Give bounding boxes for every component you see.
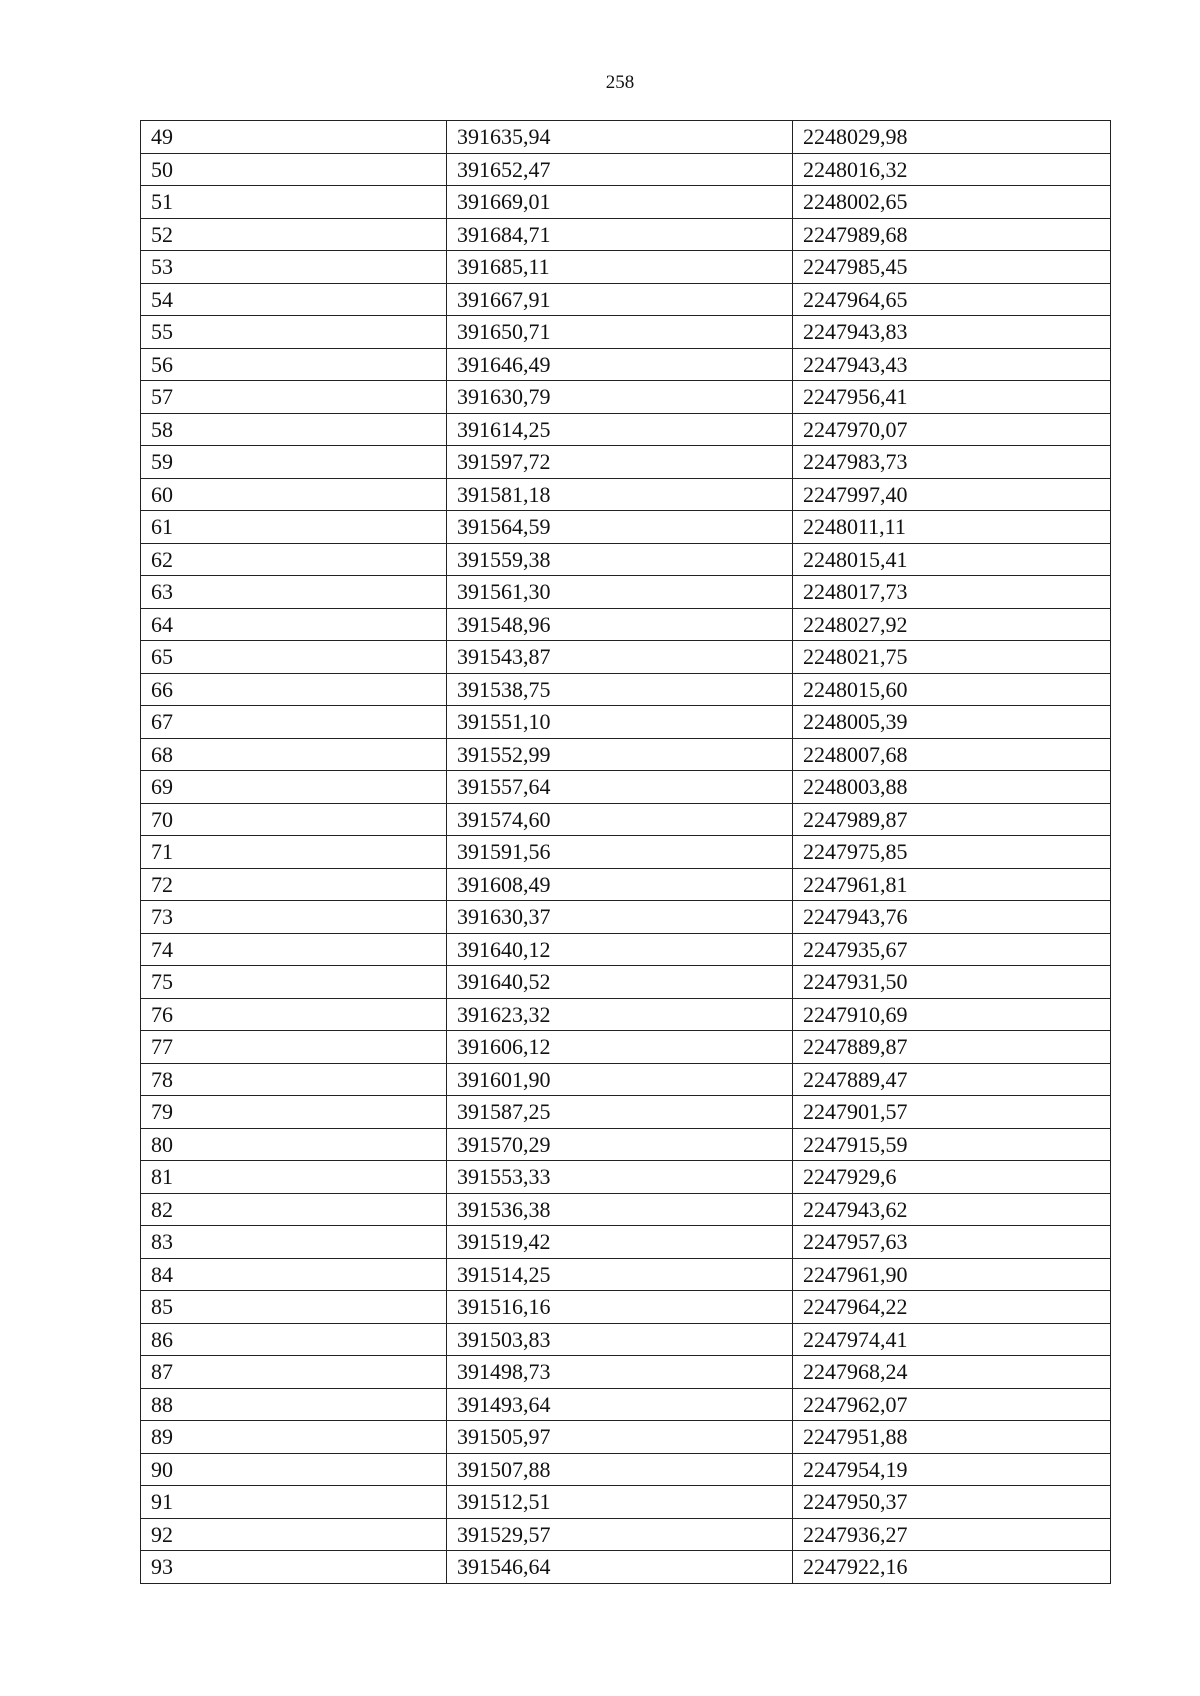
table-row bbox=[141, 933, 1111, 966]
table-row bbox=[141, 868, 1111, 901]
table-row bbox=[141, 446, 1111, 479]
y-coordinate-cell: 2248011,11 bbox=[793, 511, 1111, 544]
y-coordinate-cell: 2247922,16 bbox=[793, 1551, 1111, 1584]
coordinates-table-body bbox=[141, 121, 1111, 1584]
page-number: 258 bbox=[605, 72, 635, 93]
table-row bbox=[141, 673, 1111, 706]
table-row bbox=[141, 1226, 1111, 1259]
x-coordinate-cell: 391614,25 bbox=[447, 413, 793, 446]
point-number-cell: 90 bbox=[141, 1453, 447, 1486]
table-row bbox=[141, 381, 1111, 414]
x-coordinate-cell: 391543,87 bbox=[447, 641, 793, 674]
point-number-cell: 80 bbox=[141, 1128, 447, 1161]
y-coordinate-cell: 2248007,68 bbox=[793, 738, 1111, 771]
table-row bbox=[141, 1421, 1111, 1454]
table-row bbox=[141, 478, 1111, 511]
y-coordinate-cell: 2248021,75 bbox=[793, 641, 1111, 674]
point-number-cell: 85 bbox=[141, 1291, 447, 1324]
x-coordinate-cell: 391514,25 bbox=[447, 1258, 793, 1291]
table-row bbox=[141, 1551, 1111, 1584]
point-number-cell: 50 bbox=[141, 153, 447, 186]
point-number-cell: 49 bbox=[141, 121, 447, 154]
y-coordinate-cell: 2247985,45 bbox=[793, 251, 1111, 284]
x-coordinate-cell: 391561,30 bbox=[447, 576, 793, 609]
table-row bbox=[141, 771, 1111, 804]
x-coordinate-cell: 391570,29 bbox=[447, 1128, 793, 1161]
point-number-cell: 91 bbox=[141, 1486, 447, 1519]
point-number-cell: 70 bbox=[141, 803, 447, 836]
x-coordinate-cell: 391623,32 bbox=[447, 998, 793, 1031]
x-coordinate-cell: 391559,38 bbox=[447, 543, 793, 576]
x-coordinate-cell: 391529,57 bbox=[447, 1518, 793, 1551]
y-coordinate-cell: 2247983,73 bbox=[793, 446, 1111, 479]
table-row bbox=[141, 1453, 1111, 1486]
y-coordinate-cell: 2247935,67 bbox=[793, 933, 1111, 966]
x-coordinate-cell: 391581,18 bbox=[447, 478, 793, 511]
point-number-cell: 64 bbox=[141, 608, 447, 641]
x-coordinate-cell: 391591,56 bbox=[447, 836, 793, 869]
x-coordinate-cell: 391669,01 bbox=[447, 186, 793, 219]
point-number-cell: 67 bbox=[141, 706, 447, 739]
y-coordinate-cell: 2247943,76 bbox=[793, 901, 1111, 934]
y-coordinate-cell: 2247929,6 bbox=[793, 1161, 1111, 1194]
y-coordinate-cell: 2247970,07 bbox=[793, 413, 1111, 446]
table-row bbox=[141, 1128, 1111, 1161]
x-coordinate-cell: 391564,59 bbox=[447, 511, 793, 544]
point-number-cell: 78 bbox=[141, 1063, 447, 1096]
point-number-cell: 88 bbox=[141, 1388, 447, 1421]
point-number-cell: 66 bbox=[141, 673, 447, 706]
table-row bbox=[141, 1096, 1111, 1129]
table-row bbox=[141, 283, 1111, 316]
y-coordinate-cell: 2247901,57 bbox=[793, 1096, 1111, 1129]
table-row bbox=[141, 543, 1111, 576]
y-coordinate-cell: 2247968,24 bbox=[793, 1356, 1111, 1389]
x-coordinate-cell: 391552,99 bbox=[447, 738, 793, 771]
point-number-cell: 73 bbox=[141, 901, 447, 934]
point-number-cell: 86 bbox=[141, 1323, 447, 1356]
point-number-cell: 52 bbox=[141, 218, 447, 251]
table-row bbox=[141, 1063, 1111, 1096]
x-coordinate-cell: 391630,37 bbox=[447, 901, 793, 934]
x-coordinate-cell: 391519,42 bbox=[447, 1226, 793, 1259]
table-row bbox=[141, 413, 1111, 446]
y-coordinate-cell: 2247950,37 bbox=[793, 1486, 1111, 1519]
y-coordinate-cell: 2247957,63 bbox=[793, 1226, 1111, 1259]
x-coordinate-cell: 391635,94 bbox=[447, 121, 793, 154]
y-coordinate-cell: 2248029,98 bbox=[793, 121, 1111, 154]
point-number-cell: 87 bbox=[141, 1356, 447, 1389]
table-row bbox=[141, 738, 1111, 771]
y-coordinate-cell: 2248017,73 bbox=[793, 576, 1111, 609]
y-coordinate-cell: 2247989,68 bbox=[793, 218, 1111, 251]
table-row bbox=[141, 511, 1111, 544]
coordinates-table bbox=[140, 120, 1111, 1584]
y-coordinate-cell: 2247964,65 bbox=[793, 283, 1111, 316]
x-coordinate-cell: 391667,91 bbox=[447, 283, 793, 316]
point-number-cell: 69 bbox=[141, 771, 447, 804]
table-row bbox=[141, 836, 1111, 869]
x-coordinate-cell: 391538,75 bbox=[447, 673, 793, 706]
table-row bbox=[141, 1486, 1111, 1519]
table-row bbox=[141, 901, 1111, 934]
y-coordinate-cell: 2248015,60 bbox=[793, 673, 1111, 706]
point-number-cell: 62 bbox=[141, 543, 447, 576]
x-coordinate-cell: 391606,12 bbox=[447, 1031, 793, 1064]
x-coordinate-cell: 391551,10 bbox=[447, 706, 793, 739]
point-number-cell: 53 bbox=[141, 251, 447, 284]
x-coordinate-cell: 391557,64 bbox=[447, 771, 793, 804]
table-row bbox=[141, 803, 1111, 836]
point-number-cell: 79 bbox=[141, 1096, 447, 1129]
point-number-cell: 75 bbox=[141, 966, 447, 999]
x-coordinate-cell: 391652,47 bbox=[447, 153, 793, 186]
x-coordinate-cell: 391684,71 bbox=[447, 218, 793, 251]
table-row bbox=[141, 153, 1111, 186]
point-number-cell: 57 bbox=[141, 381, 447, 414]
x-coordinate-cell: 391650,71 bbox=[447, 316, 793, 349]
x-coordinate-cell: 391601,90 bbox=[447, 1063, 793, 1096]
table-row bbox=[141, 251, 1111, 284]
point-number-cell: 59 bbox=[141, 446, 447, 479]
point-number-cell: 71 bbox=[141, 836, 447, 869]
table-row bbox=[141, 1031, 1111, 1064]
table-row bbox=[141, 641, 1111, 674]
y-coordinate-cell: 2247936,27 bbox=[793, 1518, 1111, 1551]
x-coordinate-cell: 391685,11 bbox=[447, 251, 793, 284]
x-coordinate-cell: 391536,38 bbox=[447, 1193, 793, 1226]
y-coordinate-cell: 2247889,47 bbox=[793, 1063, 1111, 1096]
x-coordinate-cell: 391498,73 bbox=[447, 1356, 793, 1389]
table-row bbox=[141, 218, 1111, 251]
y-coordinate-cell: 2247931,50 bbox=[793, 966, 1111, 999]
x-coordinate-cell: 391516,16 bbox=[447, 1291, 793, 1324]
y-coordinate-cell: 2247956,41 bbox=[793, 381, 1111, 414]
x-coordinate-cell: 391493,64 bbox=[447, 1388, 793, 1421]
x-coordinate-cell: 391587,25 bbox=[447, 1096, 793, 1129]
point-number-cell: 77 bbox=[141, 1031, 447, 1064]
y-coordinate-cell: 2247975,85 bbox=[793, 836, 1111, 869]
y-coordinate-cell: 2247889,87 bbox=[793, 1031, 1111, 1064]
y-coordinate-cell: 2247961,90 bbox=[793, 1258, 1111, 1291]
point-number-cell: 74 bbox=[141, 933, 447, 966]
point-number-cell: 76 bbox=[141, 998, 447, 1031]
point-number-cell: 89 bbox=[141, 1421, 447, 1454]
y-coordinate-cell: 2247974,41 bbox=[793, 1323, 1111, 1356]
y-coordinate-cell: 2247915,59 bbox=[793, 1128, 1111, 1161]
point-number-cell: 82 bbox=[141, 1193, 447, 1226]
y-coordinate-cell: 2247951,88 bbox=[793, 1421, 1111, 1454]
point-number-cell: 93 bbox=[141, 1551, 447, 1584]
table-row bbox=[141, 1388, 1111, 1421]
x-coordinate-cell: 391574,60 bbox=[447, 803, 793, 836]
point-number-cell: 56 bbox=[141, 348, 447, 381]
x-coordinate-cell: 391608,49 bbox=[447, 868, 793, 901]
table-row bbox=[141, 348, 1111, 381]
y-coordinate-cell: 2248016,32 bbox=[793, 153, 1111, 186]
y-coordinate-cell: 2247943,83 bbox=[793, 316, 1111, 349]
x-coordinate-cell: 391640,52 bbox=[447, 966, 793, 999]
x-coordinate-cell: 391630,79 bbox=[447, 381, 793, 414]
y-coordinate-cell: 2247962,07 bbox=[793, 1388, 1111, 1421]
table-row bbox=[141, 576, 1111, 609]
x-coordinate-cell: 391646,49 bbox=[447, 348, 793, 381]
table-row bbox=[141, 121, 1111, 154]
point-number-cell: 92 bbox=[141, 1518, 447, 1551]
y-coordinate-cell: 2247910,69 bbox=[793, 998, 1111, 1031]
point-number-cell: 84 bbox=[141, 1258, 447, 1291]
x-coordinate-cell: 391546,64 bbox=[447, 1551, 793, 1584]
y-coordinate-cell: 2247989,87 bbox=[793, 803, 1111, 836]
y-coordinate-cell: 2247943,62 bbox=[793, 1193, 1111, 1226]
x-coordinate-cell: 391512,51 bbox=[447, 1486, 793, 1519]
point-number-cell: 63 bbox=[141, 576, 447, 609]
y-coordinate-cell: 2248003,88 bbox=[793, 771, 1111, 804]
table-row bbox=[141, 316, 1111, 349]
table-row bbox=[141, 1323, 1111, 1356]
table-row bbox=[141, 1518, 1111, 1551]
x-coordinate-cell: 391507,88 bbox=[447, 1453, 793, 1486]
point-number-cell: 65 bbox=[141, 641, 447, 674]
point-number-cell: 58 bbox=[141, 413, 447, 446]
y-coordinate-cell: 2248002,65 bbox=[793, 186, 1111, 219]
x-coordinate-cell: 391640,12 bbox=[447, 933, 793, 966]
x-coordinate-cell: 391503,83 bbox=[447, 1323, 793, 1356]
point-number-cell: 54 bbox=[141, 283, 447, 316]
table-row bbox=[141, 998, 1111, 1031]
table-row bbox=[141, 706, 1111, 739]
x-coordinate-cell: 391553,33 bbox=[447, 1161, 793, 1194]
y-coordinate-cell: 2248027,92 bbox=[793, 608, 1111, 641]
y-coordinate-cell: 2248005,39 bbox=[793, 706, 1111, 739]
y-coordinate-cell: 2248015,41 bbox=[793, 543, 1111, 576]
x-coordinate-cell: 391505,97 bbox=[447, 1421, 793, 1454]
point-number-cell: 68 bbox=[141, 738, 447, 771]
table-row bbox=[141, 1258, 1111, 1291]
table-row bbox=[141, 186, 1111, 219]
point-number-cell: 51 bbox=[141, 186, 447, 219]
y-coordinate-cell: 2247997,40 bbox=[793, 478, 1111, 511]
point-number-cell: 61 bbox=[141, 511, 447, 544]
point-number-cell: 72 bbox=[141, 868, 447, 901]
y-coordinate-cell: 2247943,43 bbox=[793, 348, 1111, 381]
table-row bbox=[141, 1193, 1111, 1226]
x-coordinate-cell: 391597,72 bbox=[447, 446, 793, 479]
table-row bbox=[141, 608, 1111, 641]
point-number-cell: 83 bbox=[141, 1226, 447, 1259]
table-row bbox=[141, 1291, 1111, 1324]
table-row bbox=[141, 1161, 1111, 1194]
point-number-cell: 81 bbox=[141, 1161, 447, 1194]
y-coordinate-cell: 2247964,22 bbox=[793, 1291, 1111, 1324]
table-row bbox=[141, 1356, 1111, 1389]
table-row bbox=[141, 966, 1111, 999]
y-coordinate-cell: 2247954,19 bbox=[793, 1453, 1111, 1486]
point-number-cell: 55 bbox=[141, 316, 447, 349]
x-coordinate-cell: 391548,96 bbox=[447, 608, 793, 641]
point-number-cell: 60 bbox=[141, 478, 447, 511]
y-coordinate-cell: 2247961,81 bbox=[793, 868, 1111, 901]
